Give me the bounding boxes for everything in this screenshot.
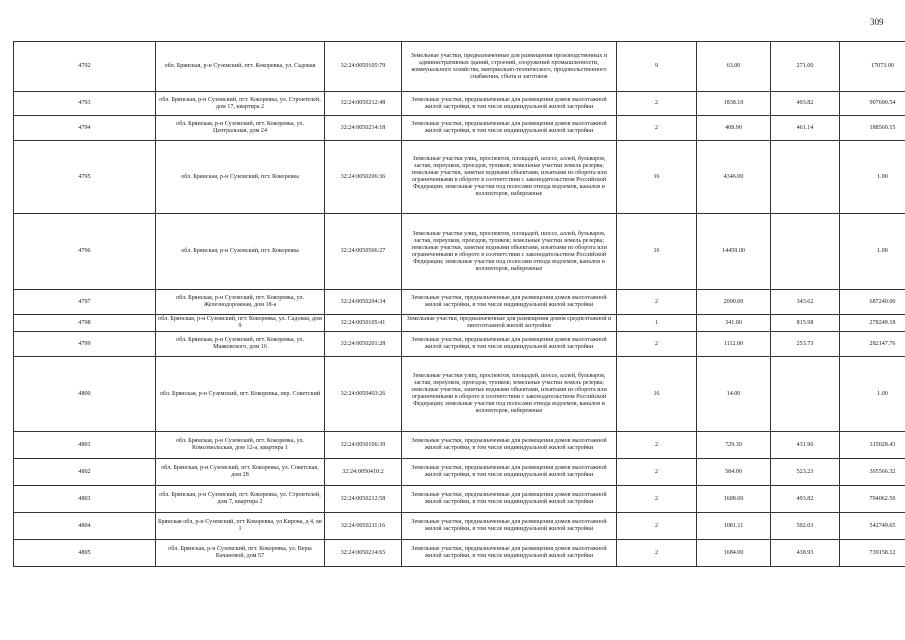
table-row — [14, 214, 905, 290]
address-cell: обл. Брянская, р-н Суземский, пгт. Кокоревка, ул. Строителей, дом 17, квартира 2 — [156, 92, 325, 116]
permitted-use-cell: Земельные участки, предназначенные для размещения домов среднеэтажной и многоэтажной жилой застройки — [402, 315, 617, 332]
cadastral-number-cell: 32:24:0050212:48 — [325, 92, 402, 116]
cadastral-value-cell: 1.00 — [840, 357, 905, 432]
row-number: 4803 — [14, 486, 156, 513]
cadastral-value-cell: 17073.00 — [840, 42, 905, 92]
specific-value-cell: 431.96 — [771, 432, 840, 459]
address-cell: Брянская обл, р-н Суземский, пгт Кокоревка, ул Кирова, д 4, кв 1 — [156, 513, 325, 540]
address-cell: обл. Брянская, р-н Суземский, пгт. Кокоревка, ул. Маяковского, дом 16 — [156, 332, 325, 357]
specific-value-cell: 343.62 — [771, 290, 840, 315]
row-number: 4799 — [14, 332, 156, 357]
cadastral-number-cell: 32:24:0050214:65 — [325, 540, 402, 567]
row-number: 4804 — [14, 513, 156, 540]
row-number: 4800 — [14, 357, 156, 432]
permitted-use-cell: Земельные участки улиц, проспектов, площадей, шоссе, аллей, бульваров, застав, переулков, проездов, тупиков; земельные участки земель резерва; земельные участки, занятые водными объектами, изъятыми из оборота или ограниченными в обороте в соответствии с законодательством Российской Федерации; земельные участки под полосами отвода водоемов, каналов и коллекторов, набережные — [402, 141, 617, 214]
address-cell: обл. Брянская, р-н Суземский, пгт. Кокоревка — [156, 214, 325, 290]
cadastral-number-cell: 32:24:0050105:41 — [325, 315, 402, 332]
address-cell: обл. Брянская, р-н Суземский, пгт. Кокоревка, ул. Советская, дом 28 — [156, 459, 325, 486]
cadastral-number-cell: 32:24:0050204:34 — [325, 290, 402, 315]
use-group-cell: 2 — [617, 116, 697, 141]
cadastral-value-cell: 1.00 — [840, 214, 905, 290]
table-row — [14, 432, 905, 459]
permitted-use-cell: Земельные участки улиц, проспектов, площадей, шоссе, аллей, бульваров, застав, переулков, проездов, тупиков; земельные участки земель резерва; земельные участки, занятые водными объектами, изъятыми из оборота или ограниченными в обороте в соответствии с законодательством Российской Федерации; земельные участки под полосами отвода водоемов, каналов и коллекторов, набережные — [402, 357, 617, 432]
row-number: 4792 — [14, 42, 156, 92]
row-number: 4797 — [14, 290, 156, 315]
permitted-use-cell: Земельные участки, предназначенные для размещения домов малоэтажной жилой застройки, в том числе индивидуальной жилой застройки — [402, 486, 617, 513]
row-number: 4805 — [14, 540, 156, 567]
cadastral-number-cell: 32:24:0050105:79 — [325, 42, 402, 92]
table-body — [14, 42, 905, 567]
use-group-cell: 2 — [617, 432, 697, 459]
permitted-use-cell: Земельные участки, предназначенные для размещения производственных и административных зданий, строений, сооружений промышленности, коммунального хозяйства, материально-технического, продовольственного снабжения, сбыта и заготовок — [402, 42, 617, 92]
area-cell: 1608.00 — [697, 486, 771, 513]
table-row — [14, 116, 905, 141]
use-group-cell: 2 — [617, 290, 697, 315]
address-cell: обл. Брянская, р-н Суземский, пгт. Кокоревка — [156, 141, 325, 214]
permitted-use-cell: Земельные участки, предназначенные для размещения домов малоэтажной жилой застройки, в том числе индивидуальной жилой застройки — [402, 540, 617, 567]
address-cell: обл. Брянская, р-н Суземский, пгт. Кокоревка, ул. Веры Качановой, дом 57 — [156, 540, 325, 567]
area-cell: 14.00 — [697, 357, 771, 432]
specific-value-cell: 502.03 — [771, 513, 840, 540]
cadastral-number-cell: 32:24:0050106:39 — [325, 432, 402, 459]
row-number: 4793 — [14, 92, 156, 116]
row-number: 4801 — [14, 432, 156, 459]
row-number: 4795 — [14, 141, 156, 214]
permitted-use-cell: Земельные участки, предназначенные для размещения домов малоэтажной жилой застройки, в том числе индивидуальной жилой застройки — [402, 332, 617, 357]
specific-value-cell: 253.73 — [771, 332, 840, 357]
area-cell: 2000.00 — [697, 290, 771, 315]
specific-value-cell — [771, 141, 840, 214]
specific-value-cell: 523.23 — [771, 459, 840, 486]
table-row — [14, 540, 905, 567]
use-group-cell: 2 — [617, 92, 697, 116]
cadastral-number-cell: 32:24:0050410:2 — [325, 459, 402, 486]
area-cell: 1081.11 — [697, 513, 771, 540]
table-row — [14, 92, 905, 116]
table-row — [14, 290, 905, 315]
row-number: 4798 — [14, 315, 156, 332]
cadastral-value-cell: 1.00 — [840, 141, 905, 214]
cadastral-value-cell: 542749.65 — [840, 513, 905, 540]
area-cell: 1684.00 — [697, 540, 771, 567]
cadastral-value-cell: 315028.43 — [840, 432, 905, 459]
table-row — [14, 459, 905, 486]
cadastral-value-cell: 305566.32 — [840, 459, 905, 486]
specific-value-cell: 815.98 — [771, 315, 840, 332]
row-number: 4796 — [14, 214, 156, 290]
specific-value-cell: 461.14 — [771, 116, 840, 141]
table-row — [14, 486, 905, 513]
specific-value-cell: 493.82 — [771, 92, 840, 116]
cadastral-value-cell: 278249.18 — [840, 315, 905, 332]
cadastral-number-cell: 32:24:0050212:58 — [325, 486, 402, 513]
area-cell: 584.00 — [697, 459, 771, 486]
permitted-use-cell: Земельные участки, предназначенные для размещения домов малоэтажной жилой застройки, в том числе индивидуальной жилой застройки — [402, 116, 617, 141]
cadastral-number-cell: 32:24:0050211:16 — [325, 513, 402, 540]
table-row — [14, 332, 905, 357]
use-group-cell: 2 — [617, 513, 697, 540]
specific-value-cell: 271.00 — [771, 42, 840, 92]
area-cell: 4346.00 — [697, 141, 771, 214]
table-row — [14, 357, 905, 432]
use-group-cell: 16 — [617, 214, 697, 290]
use-group-cell: 9 — [617, 42, 697, 92]
permitted-use-cell: Земельные участки, предназначенные для размещения домов малоэтажной жилой застройки, в том числе индивидуальной жилой застройки — [402, 92, 617, 116]
area-cell: 14459.00 — [697, 214, 771, 290]
permitted-use-cell: Земельные участки, предназначенные для размещения домов малоэтажной жилой застройки, в том числе индивидуальной жилой застройки — [402, 513, 617, 540]
address-cell: обл. Брянская, р-н Суземский, пгт. Кокоревка, ул. Комсомольская, дом 12-а, квартира 1 — [156, 432, 325, 459]
area-cell: 63.00 — [697, 42, 771, 92]
table-row — [14, 315, 905, 332]
specific-value-cell — [771, 214, 840, 290]
area-cell: 1112.00 — [697, 332, 771, 357]
area-cell: 341.00 — [697, 315, 771, 332]
address-cell: обл. Брянская, р-н Суземский, пгт. Кокоревка, ул. Центральная, дом 24 — [156, 116, 325, 141]
cadastral-number-cell: 32:24:0050201:28 — [325, 332, 402, 357]
specific-value-cell — [771, 357, 840, 432]
permitted-use-cell: Земельные участки, предназначенные для размещения домов малоэтажной жилой застройки, в том числе индивидуальной жилой застройки — [402, 290, 617, 315]
permitted-use-cell: Земельные участки, предназначенные для размещения домов малоэтажной жилой застройки, в том числе индивидуальной жилой застройки — [402, 432, 617, 459]
cadastral-value-cell: 794062.56 — [840, 486, 905, 513]
cadastral-value-table — [13, 41, 905, 567]
cadastral-value-cell: 687240.00 — [840, 290, 905, 315]
use-group-cell: 2 — [617, 540, 697, 567]
cadastral-number-cell: 32:24:0050506:27 — [325, 214, 402, 290]
row-number: 4802 — [14, 459, 156, 486]
row-number: 4794 — [14, 116, 156, 141]
use-group-cell: 2 — [617, 459, 697, 486]
use-group-cell: 2 — [617, 486, 697, 513]
page-number: 309 — [870, 17, 884, 27]
address-cell: обл. Брянская, р-н Суземский, пгт. Кокоревка, ул. Садовая — [156, 42, 325, 92]
cadastral-value-cell: 188560.15 — [840, 116, 905, 141]
cadastral-number-cell: 32:24:0050403:26 — [325, 357, 402, 432]
permitted-use-cell: Земельные участки улиц, проспектов, площадей, шоссе, аллей, бульваров, застав, переулков, проездов, тупиков; земельные участки земель резерва; земельные участки, занятые водными объектами, изъятыми из оборота или ограниченными в обороте в соответствии с законодательством Российской Федерации; земельные участки под полосами отвода водоемов, каналов и коллекторов, набережные — [402, 214, 617, 290]
specific-value-cell: 493.82 — [771, 486, 840, 513]
address-cell: обл. Брянская, р-н Суземский, пгт. Кокоревка, ул. Садовая, дом 9 — [156, 315, 325, 332]
address-cell: обл. Брянская, р-н Суземский, пгт. Кокоревка, ул. Железнодорожная, дом 18-а — [156, 290, 325, 315]
specific-value-cell: 438.93 — [771, 540, 840, 567]
table-row — [14, 141, 905, 214]
area-cell: 729.30 — [697, 432, 771, 459]
use-group-cell: 16 — [617, 141, 697, 214]
area-cell: 1838.10 — [697, 92, 771, 116]
use-group-cell: 2 — [617, 332, 697, 357]
table-row — [14, 513, 905, 540]
use-group-cell: 1 — [617, 315, 697, 332]
cadastral-number-cell: 32:24:0050206:36 — [325, 141, 402, 214]
address-cell: обл. Брянская, р-н Суземский, пгт. Кокоревка, пер. Советский — [156, 357, 325, 432]
permitted-use-cell: Земельные участки, предназначенные для размещения домов малоэтажной жилой застройки, в том числе индивидуальной жилой застройки — [402, 459, 617, 486]
cadastral-value-cell: 907690.54 — [840, 92, 905, 116]
table-row — [14, 42, 905, 92]
address-cell: обл. Брянская, р-н Суземский, пгт. Кокоревка, ул. Строителей, дом 7, квартира 2 — [156, 486, 325, 513]
area-cell: 408.90 — [697, 116, 771, 141]
cadastral-value-cell: 282147.76 — [840, 332, 905, 357]
cadastral-number-cell: 32:24:0050214:18 — [325, 116, 402, 141]
cadastral-value-cell: 739158.12 — [840, 540, 905, 567]
use-group-cell: 16 — [617, 357, 697, 432]
